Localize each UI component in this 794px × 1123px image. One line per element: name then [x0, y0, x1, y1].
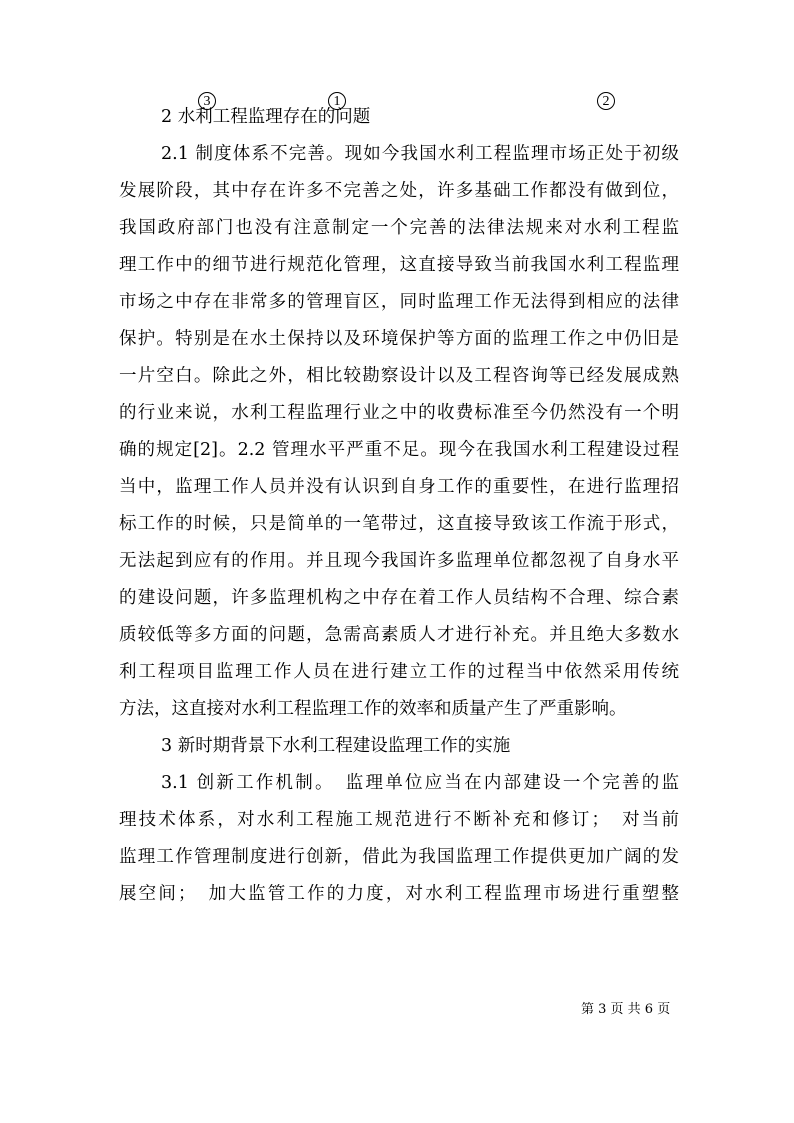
text-line: 的建设问题，许多监理机构之中存在着工作人员结构不合理、综合素 — [119, 588, 679, 608]
paragraph-2-1 — [119, 136, 679, 728]
section-heading-2: 2 水利工程监理存在的问题 — [161, 107, 371, 127]
text-line: 方法，这直接对水利工程监理工作的效率和质量产生了严重影响。 — [119, 699, 627, 719]
text-line: 我国政府部门也没有注意制定一个完善的法律法规来对水利工程监 — [119, 218, 679, 238]
text-line: 理工作中的细节进行规范化管理，这直接导致当前我国水利工程监理 — [119, 255, 679, 275]
text-line: 展空间； 加大监管工作的力度，对水利工程监理市场进行重塑整 — [119, 884, 679, 904]
circled-number-marker: 1 — [328, 92, 346, 110]
paragraph-3-1 — [119, 765, 679, 913]
text-line: 保护。特别是在水土保持以及环境保护等方面的监理工作之中仍旧是 — [119, 329, 679, 349]
text-line: 一片空白。除此之外，相比较勘察设计以及工程咨询等已经发展成熟 — [119, 366, 679, 386]
text-line: 质较低等多方面的问题，急需高素质人才进行补充。并且绝大多数水 — [119, 625, 679, 645]
text-line: 当中，监理工作人员并没有认识到自身工作的重要性，在进行监理招 — [119, 477, 679, 497]
text-line: 发展阶段，其中存在许多不完善之处，许多基础工作都没有做到位， — [119, 181, 679, 201]
circled-number-marker: 2 — [597, 92, 615, 110]
text-line: 3.1 创新工作机制。 监理单位应当在内部建设一个完善的监 — [161, 773, 679, 793]
text-line: 利工程项目监理工作人员在进行建立工作的过程当中依然采用传统 — [119, 662, 679, 682]
section-heading-3: 3 新时期背景下水利工程建设监理工作的实施 — [161, 736, 511, 756]
text-line: 确的规定[2]。2.2 管理水平严重不足。现今在我国水利工程建设过程 — [119, 440, 679, 460]
page-number-footer: 第 3 页 共 6 页 — [581, 1002, 671, 1017]
text-line: 标工作的时候，只是简单的一笔带过，这直接导致该工作流于形式， — [119, 514, 679, 534]
document-body — [119, 99, 679, 913]
text-line: 市场之中存在非常多的管理盲区，同时监理工作无法得到相应的法律 — [119, 292, 679, 312]
text-line: 2.1 制度体系不完善。现如今我国水利工程监理市场正处于初级 — [161, 144, 679, 164]
text-line: 无法起到应有的作用。并且现今我国许多监理单位都忽视了自身水平 — [119, 551, 679, 571]
text-line: 监理工作管理制度进行创新，借此为我国监理工作提供更加广阔的发 — [119, 847, 679, 867]
circled-number-marker: 3 — [198, 92, 216, 110]
text-line: 理技术体系，对水利工程施工规范进行不断补充和修订； 对当前 — [119, 810, 679, 830]
text-line: 的行业来说，水利工程监理行业之中的收费标准至今仍然没有一个明 — [119, 403, 679, 423]
